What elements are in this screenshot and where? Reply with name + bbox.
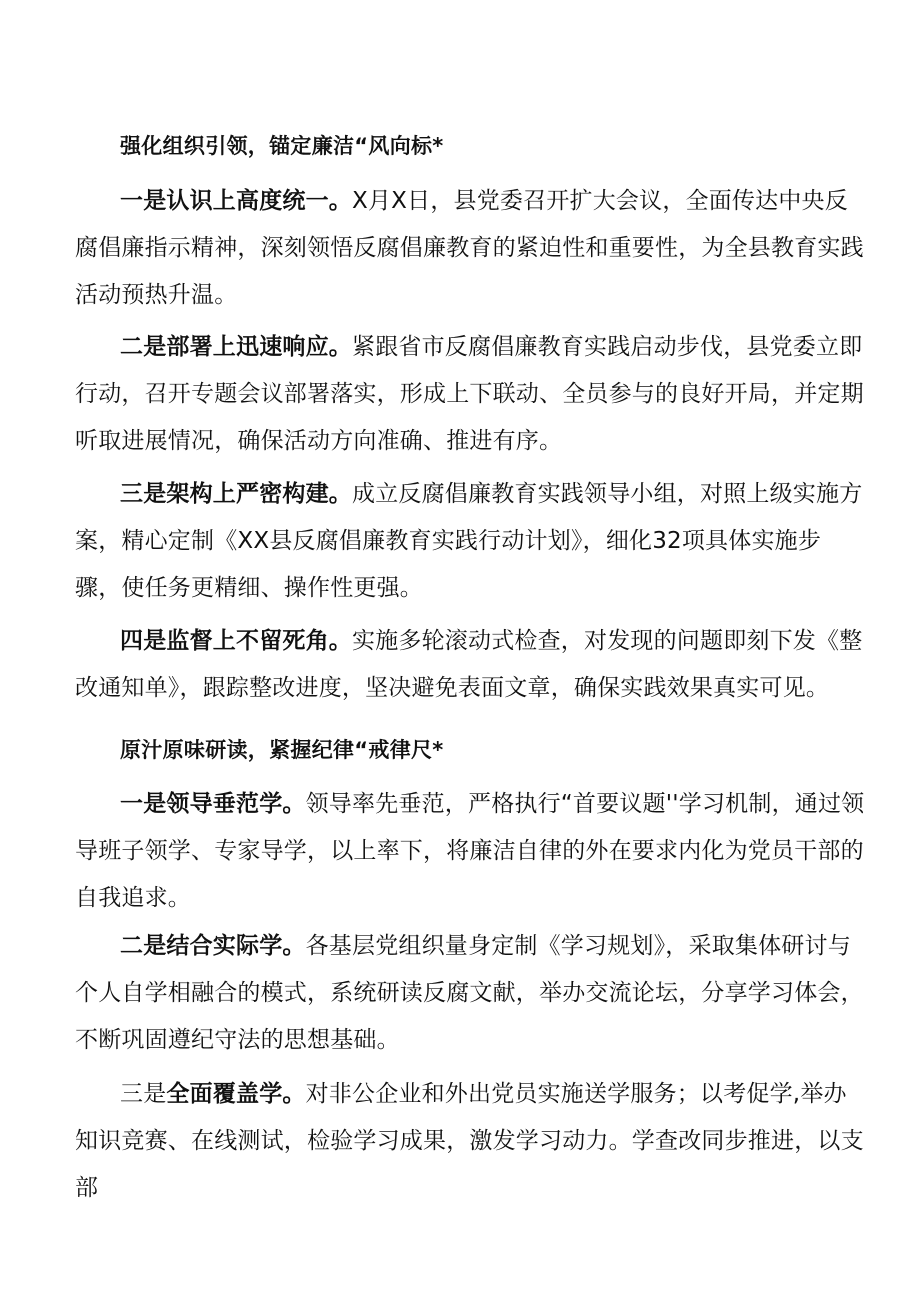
paragraph-3 xyxy=(75,471,865,612)
paragraph-body: 紧跟省市反腐倡廉教育实践启动步伐，县党委立即行动，召开专题会议部署落实，形成上下联动、全员参与的良好开局，并定期听取进展情况，确保活动方向准确、推进有序。 xyxy=(75,334,864,454)
section-heading-2: 原汁原味研读，紧握纪律“戒律尺* xyxy=(120,738,444,762)
paragraph-lead: 一是认识上高度统一。 xyxy=(120,188,352,214)
paragraph-body: 实施多轮滚动式检查，对发现的问题即刻下发《整改通知单》，跟踪整改进度，坚决避免表面文章，确保实践效果真实可见。 xyxy=(75,628,863,701)
paragraph-lead-plain: 三是 xyxy=(120,1081,167,1107)
paragraph-body: 各基层党组织量身定制《学习规划》，采取集体研讨与个人自学相融合的模式，系统研读反腐文献，举办交流论坛，分享学习体会，不断巩固遵纪守法的思想基础。 xyxy=(75,933,864,1053)
paragraph-7 xyxy=(75,1071,865,1212)
paragraph-lead: 二是部署上迅速响应。 xyxy=(120,334,352,360)
paragraph-lead: 一是领导垂范学。 xyxy=(120,791,306,817)
paragraph-lead: 四是监督上不留死角。 xyxy=(120,628,352,654)
paragraph-2 xyxy=(75,324,865,465)
paragraph-lead: 全面覆盖学。 xyxy=(166,1081,306,1107)
paragraph-1 xyxy=(75,178,865,319)
paragraph-lead: 二是结合实际学。 xyxy=(120,933,306,959)
paragraph-5 xyxy=(75,781,865,922)
section-heading-1: 强化组织引领，锚定廉洁“风向标* xyxy=(120,134,444,158)
paragraph-body: X月X日，县党委召开扩大会议，全面传达中央反腐倡廉指示精神，深刻领悟反腐倡廉教育的紧迫性和重要性，为全县教育实践活动预热升温。 xyxy=(75,188,864,308)
paragraph-4 xyxy=(75,618,865,712)
paragraph-body: 领导率先垂范，严格执行“首要议题''学习机制，通过领导班子领学、专家导学，以上率下，将廉洁自律的外在要求内化为党员干部的自我追求。 xyxy=(75,791,865,911)
paragraph-6 xyxy=(75,923,865,1064)
paragraph-lead: 三是架构上严密构建。 xyxy=(120,481,352,507)
paragraph-body: 成立反腐倡廉教育实践领导小组，对照上级实施方案，精心定制《XX县反腐倡廉教育实践行动计划》，细化32项具体实施步骤，使任务更精细、操作性更强。 xyxy=(75,481,863,601)
paragraph-body: 对非公企业和外出党员实施送学服务；以考促学,举办知识竞赛、在线测试，检验学习成果，激发学习动力。学查改同步推进，以支部 xyxy=(75,1081,864,1201)
